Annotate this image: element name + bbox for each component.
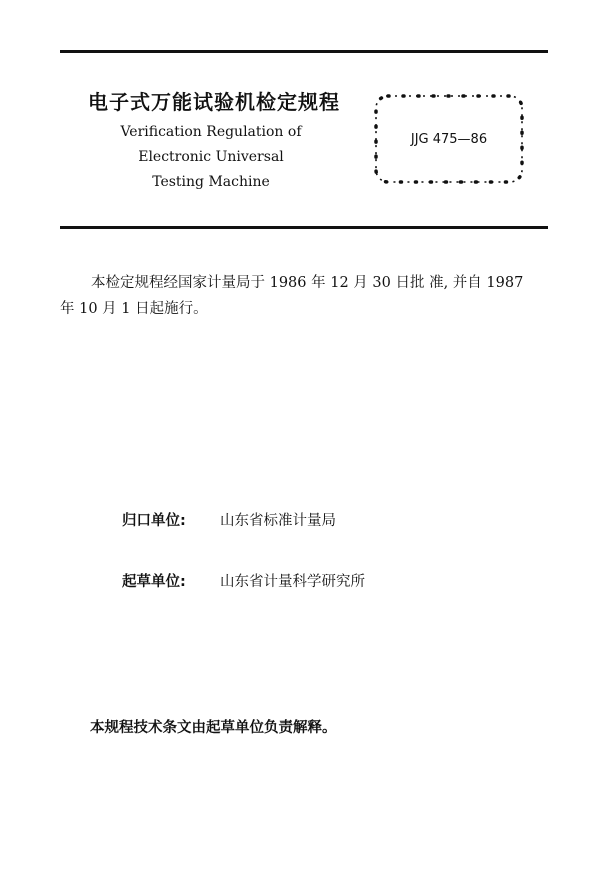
title-english-line-1: Verification Regulation of <box>120 124 302 140</box>
bottom-rule <box>60 226 548 229</box>
regulation-code-box <box>372 92 526 186</box>
interpretation-note: 本规程技术条文由起草单位负责解释。 <box>90 720 337 736</box>
centralized-unit-row <box>122 509 336 530</box>
title-english-line-2: Electronic Universal <box>138 149 284 165</box>
approval-line-2: 年 10 月 1 日起施行。 <box>60 301 208 317</box>
regulation-code: JJG 475—86 <box>410 131 488 147</box>
title-english <box>96 120 326 195</box>
title-english-line-3: Testing Machine <box>152 174 270 190</box>
approval-paragraph <box>60 270 550 322</box>
centralized-unit-value: 山东省标准计量局 <box>220 513 336 529</box>
centralized-unit-label: 归口单位: <box>122 513 186 529</box>
drafting-unit-value: 山东省计量科学研究所 <box>220 574 365 590</box>
top-rule <box>60 50 548 53</box>
drafting-unit-row <box>122 570 365 591</box>
approval-line-1: 本检定规程经国家计量局于 1986 年 12 月 30 日批 准, 并自 1987 <box>91 275 524 291</box>
title-chinese: 电子式万能试验机检定规程 <box>88 90 340 114</box>
drafting-unit-label: 起草单位: <box>122 574 186 590</box>
